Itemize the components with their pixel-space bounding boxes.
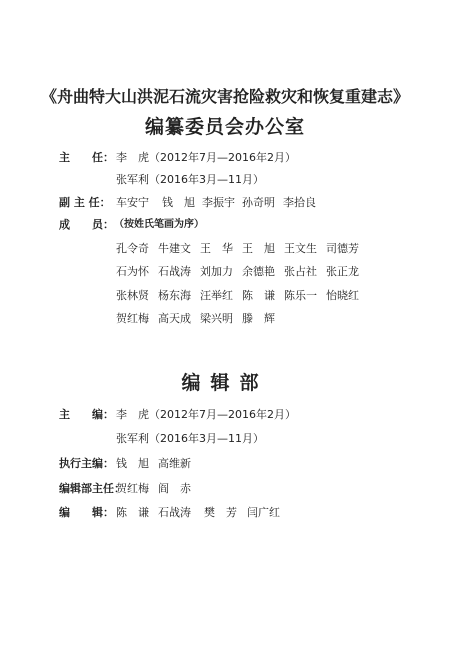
office-director-2: 张军利（2016年3月—11月） — [116, 173, 264, 186]
editorial-heading: 编辑部 — [181, 372, 269, 394]
editorial-director-name: 贺红梅 — [116, 482, 149, 495]
member-name: 滕 辉 — [242, 312, 275, 325]
member-name: 孔令奇 — [116, 242, 149, 255]
deputy-name: 钱 旭 — [162, 196, 195, 209]
deputy-name: 李拾良 — [283, 196, 316, 209]
exec-editor-name: 高维新 — [158, 457, 191, 470]
office-director-1: 李 虎（2012年7月—2016年2月） — [116, 151, 296, 164]
member-name: 余德艳 — [242, 265, 275, 278]
deputy-name: 车安宁 — [116, 196, 149, 209]
member-name: 牛建文 — [158, 242, 191, 255]
member-name: 王 华 — [200, 242, 233, 255]
member-name: 高天成 — [158, 312, 191, 325]
exec-editor-label: 执行主编： — [59, 457, 114, 470]
member-name: 杨东海 — [158, 289, 191, 302]
member-name: 贺红梅 — [116, 312, 149, 325]
chief-editor-1: 李 虎（2012年7月—2016年2月） — [116, 408, 296, 421]
member-name: 陈乐一 — [284, 289, 317, 302]
office-director-label: 主 任： — [59, 151, 114, 164]
member-name: 张林贤 — [116, 289, 149, 302]
deputy-name: 孙奇明 — [242, 196, 275, 209]
member-name: 刘加力 — [200, 265, 233, 278]
office-members-label: 成 员： — [59, 218, 114, 231]
member-name: 石战涛 — [158, 265, 191, 278]
editorial-director-label: 编辑部主任： — [59, 482, 125, 495]
member-name: 梁兴明 — [200, 312, 233, 325]
editorial-director-name: 阎 赤 — [158, 482, 191, 495]
member-name: 王 旭 — [242, 242, 275, 255]
office-heading: 编纂委员会办公室 — [144, 116, 305, 138]
member-name: 怡晓红 — [326, 289, 359, 302]
member-name: 石为怀 — [116, 265, 149, 278]
editor-name: 闫广红 — [247, 506, 280, 519]
editor-name: 石战涛 — [158, 506, 191, 519]
member-name: 张正龙 — [326, 265, 359, 278]
editors-label: 编 辑： — [59, 506, 114, 519]
exec-editor-name: 钱 旭 — [116, 457, 149, 470]
member-name: 王文生 — [284, 242, 317, 255]
office-deputy-label: 副 主 任： — [59, 196, 111, 209]
book-title: 《舟曲特大山洪泥石流灾害抢险救灾和恢复重建志》 — [40, 87, 409, 106]
chief-editor-2: 张军利（2016年3月—11月） — [116, 432, 264, 445]
chief-editor-label: 主 编： — [59, 408, 114, 421]
member-name: 张占社 — [284, 265, 317, 278]
member-name: 陈 谦 — [242, 289, 275, 302]
members-note: （按姓氏笔画为序） — [114, 219, 204, 230]
deputy-name: 李振宇 — [202, 196, 235, 209]
member-name: 司德芳 — [326, 242, 359, 255]
member-name: 汪举红 — [200, 289, 233, 302]
editor-name: 陈 谦 — [116, 506, 149, 519]
editor-name: 樊 芳 — [204, 506, 237, 519]
